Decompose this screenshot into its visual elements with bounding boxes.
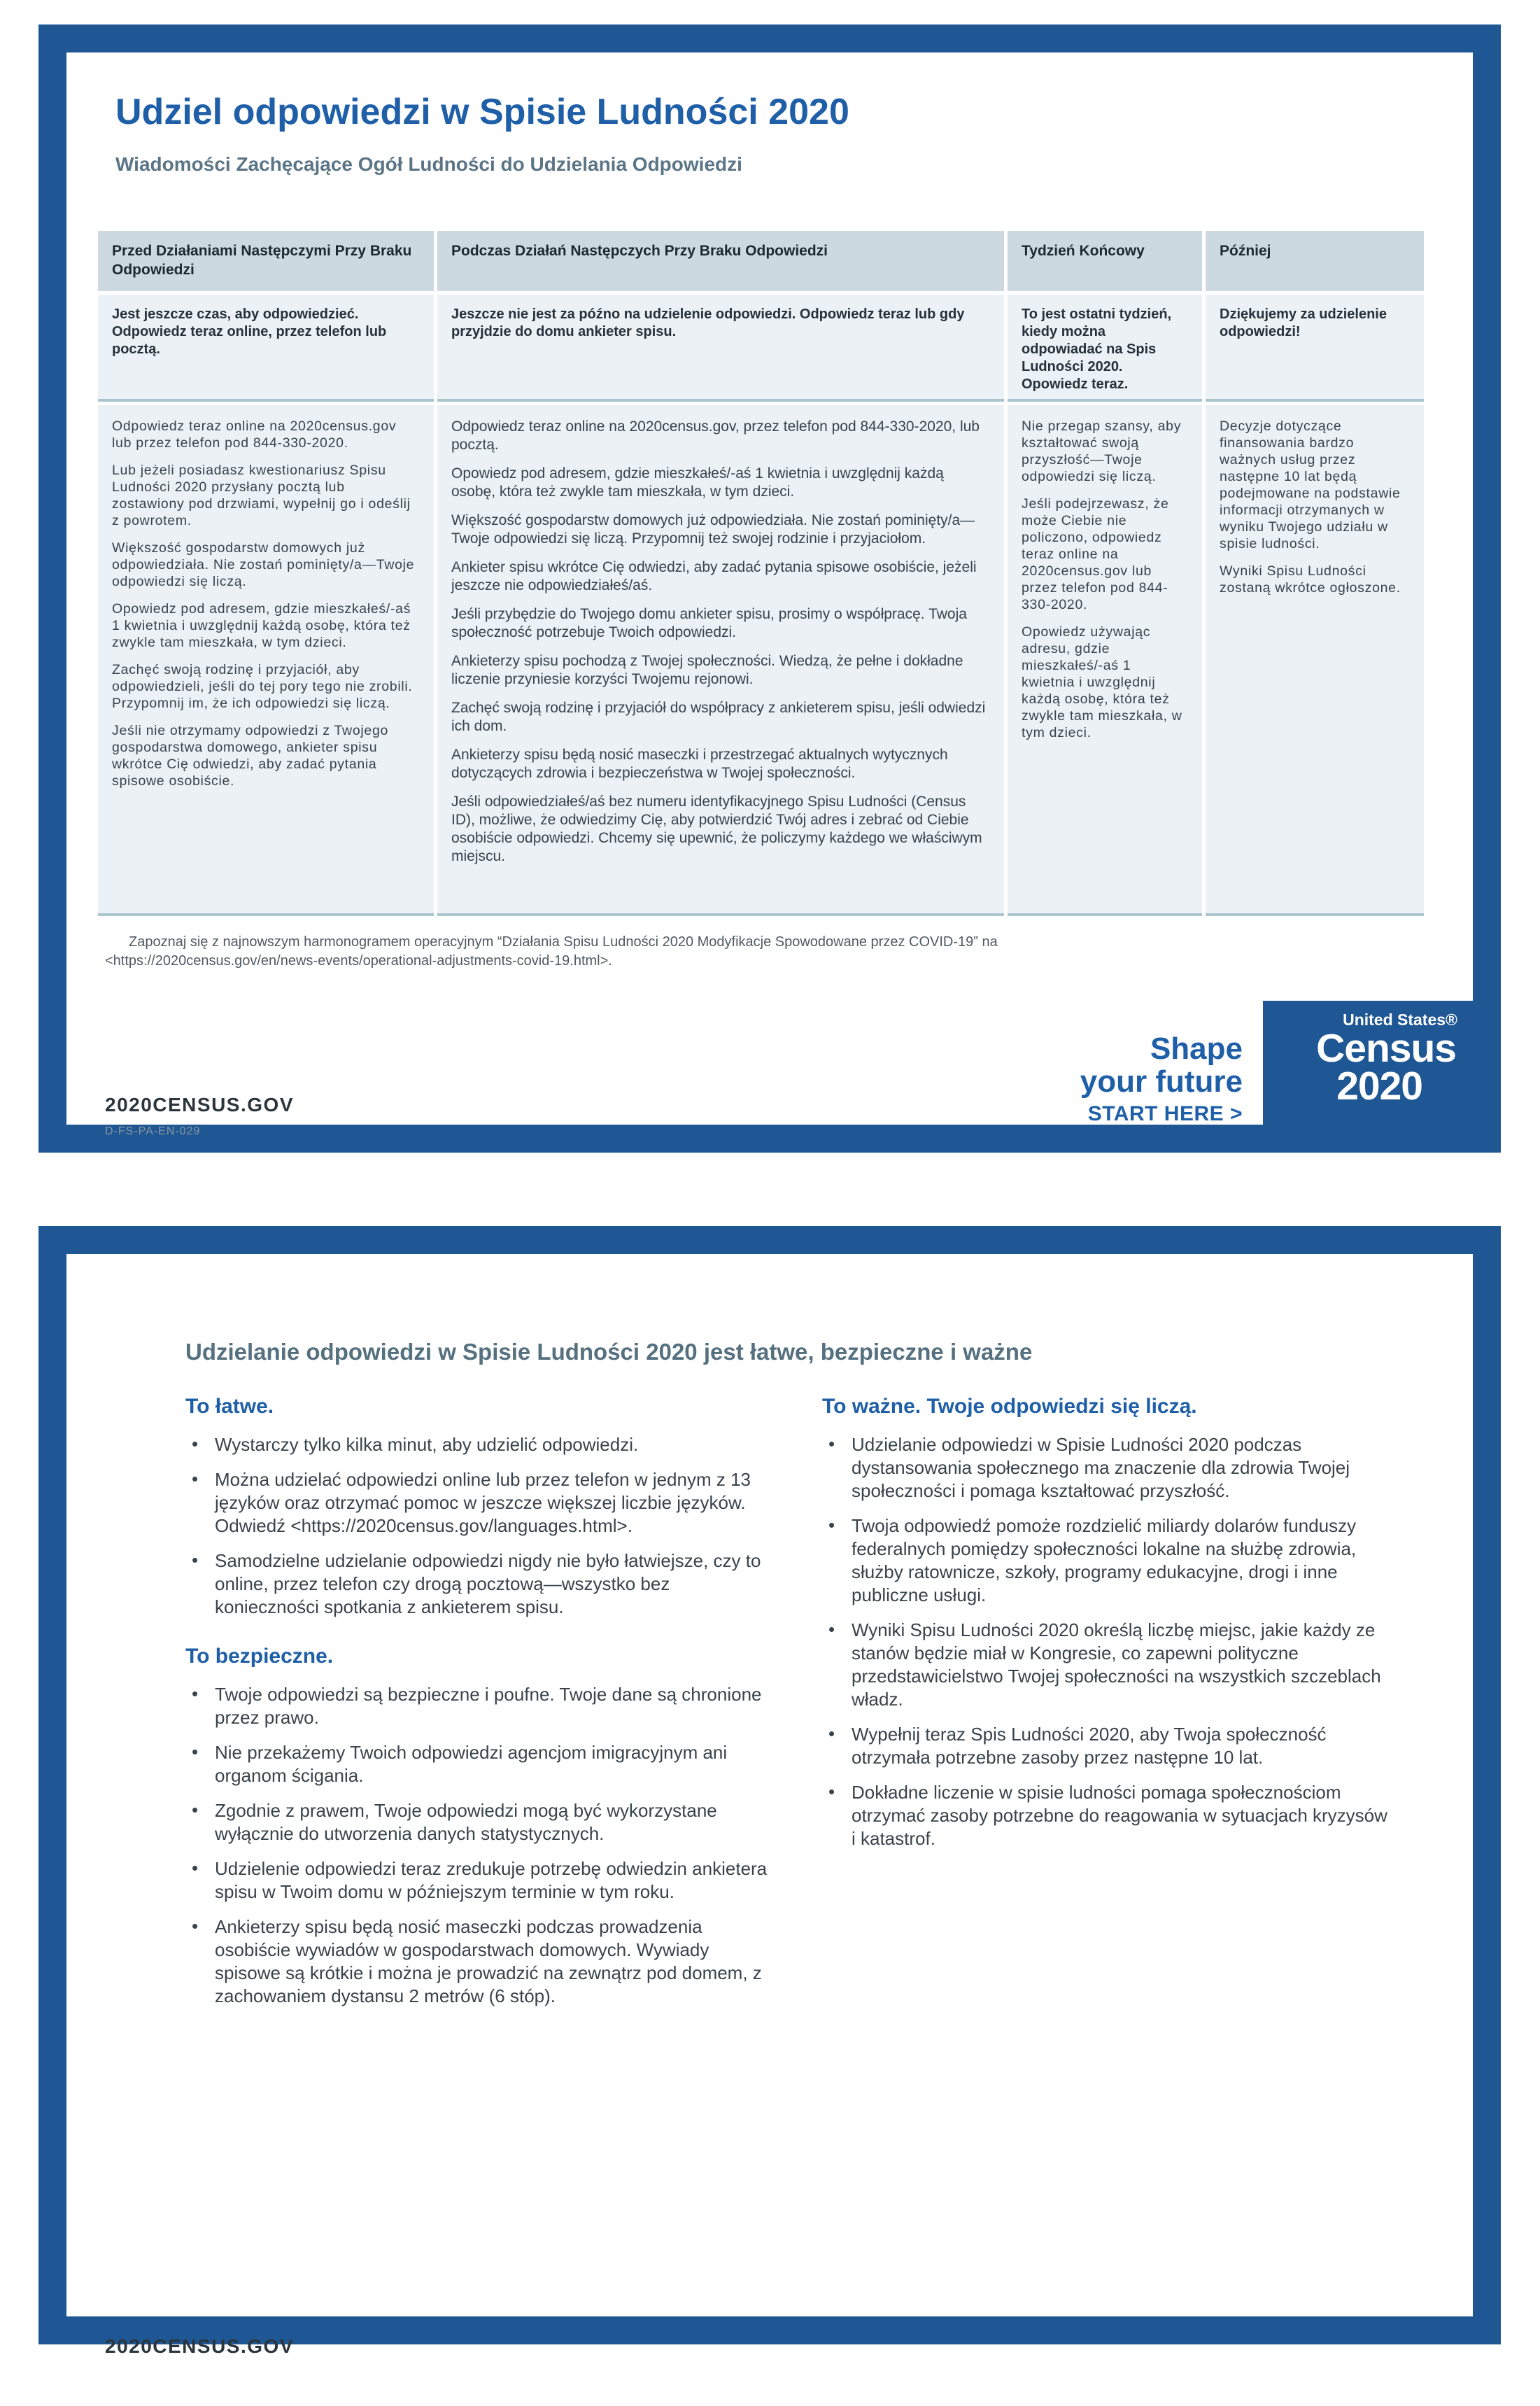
page-2-content xyxy=(66,1338,1473,2400)
census-website-url: 2020CENSUS.GOV xyxy=(105,1094,294,1116)
logo-united-states-label: United States® xyxy=(1343,1011,1457,1029)
page-subtitle: Wiadomości Zachęcające Ogół Ludności do Udzielania Odpowiedzi xyxy=(115,153,742,175)
document-code: D-FS-PA-EN-029 xyxy=(105,1125,201,1137)
detail-paragraph: Opowiedz pod adresem, gdzie mieszkałeś/-aś 1 kwietnia i uwzględnij każdą osobę, która też zwykle tam mieszkała, w tym dzieci. xyxy=(451,465,944,500)
detail-paragraph: Opowiedz pod adresem, gdzie mieszkałeś/-aś 1 kwietnia i uwzględnij każdą osobę, która też zwykle tam mieszkała, w tym dzieci. xyxy=(112,601,411,650)
detail-paragraph: Ankieterzy spisu pochodzą z Twojej społeczności. Wiedzą, że pełne i dokładne liczenie przyniesie korzyści Twojemu rejonowi. xyxy=(451,653,963,687)
detail-paragraph: Jeśli odpowiedziałeś/aś bez numeru identyfikacyjnego Spisu Ludności (Census ID), możliwe, że odwiedzimy Cię, aby potwierdzić Twój adres i zebrać od Ciebie osobiście odpowiedzi. Chcemy się upewnić, że policzymy każdego we właściwym miejscu. xyxy=(451,794,982,864)
tagline-line: your future xyxy=(1080,1064,1243,1099)
covid-schedule-footnote: Zapoznaj się z najnowszym harmonogramem operacyjnym “Działania Spisu Ludności 2020 Modyfikacje Spowodowane przez COVID-19” na <https://2020census.gov/en/news-events/operational-adjustments-covid-19.html>. xyxy=(105,934,998,969)
list-item: • Udzielanie odpowiedzi w Spisie Ludności 2020 podczas dystansowania społecznego ma znaczenie dla zdrowia Twojej społeczności i pomaga kształtować przyszłość. xyxy=(822,1433,1392,1503)
list-item: • Twoje odpowiedzi są bezpieczne i poufne. Twoje dane są chronione przez prawo. xyxy=(185,1683,777,1729)
safe-bullet-list xyxy=(185,1683,777,2008)
right-column xyxy=(822,1394,1392,2020)
list-item: • Ankieterzy spisu będą nosić maseczki podczas prowadzenia osobiście wywiadów w gospodarstwach domowych. Wywiady spisowe są krótkie i można je prowadzić na zewnątrz pod domem, z zachowaniem dystansu 2 metrów (6 stóp). xyxy=(185,1915,777,2008)
list-item: • Twoja odpowiedź pomoże rozdzielić miliardy dolarów funduszy federalnych pomiędzy społeczności lokalne na służbę zdrowia, służby ratownicze, szkoły, programy edukacyjne, drogi i inne publiczne usługi. xyxy=(822,1514,1392,1607)
logo-2020-label: 2020 xyxy=(1336,1064,1422,1109)
table-message-cell: Jest jeszcze czas, aby odpowiedzieć. Odpowiedz teraz online, przez telefon lub pocztą. xyxy=(98,295,434,402)
census-website-url: 2020CENSUS.GOV xyxy=(105,2335,294,2357)
detail-paragraph: Opowiedz używając adresu, gdzie mieszkałeś/-aś 1 kwietnia i uwzględnij każdą osobę, która też zwykle tam mieszkała, w tym dzieci. xyxy=(1022,624,1182,740)
flyer-page-2 xyxy=(38,1226,1501,2357)
page-1-content xyxy=(66,91,1473,1163)
left-column xyxy=(185,1394,777,2020)
detail-paragraph: Nie przegap szansy, aby kształtować swoją przyszłość—Twoje odpowiedzi się liczą. xyxy=(1022,418,1182,484)
table-header-during-nrfu: Podczas Działań Następczych Przy Braku Odpowiedzi xyxy=(437,231,1004,291)
section-title-important: To ważne. Twoje odpowiedzi się liczą. xyxy=(822,1395,1197,1418)
detail-paragraph: Większość gospodarstw domowych już odpowiedziała. Nie zostań pominięty/a—Twoje odpowiedzi się liczą. xyxy=(112,540,415,589)
detail-paragraph: Ankieterzy spisu będą nosić maseczki i przestrzegać aktualnych wytycznych dotyczących zdrowia i bezpieczeństwa w Twojej społeczności. xyxy=(451,747,948,781)
table-message-cell: To jest ostatni tydzień, kiedy można odpowiadać na Spis Ludności 2020. Opowiedz teraz. xyxy=(1008,295,1202,402)
list-item: • Nie przekażemy Twoich odpowiedzi agencjom imigracyjnym ani organom ścigania. xyxy=(185,1741,777,1787)
shape-your-future-tagline xyxy=(1080,1032,1243,1126)
list-item: • Samodzielne udzielanie odpowiedzi nigdy nie było łatwiejsze, czy to online, przez telefon czy drogą pocztową—wszystko bez konieczności spotkania z ankieterem spisu. xyxy=(185,1549,777,1619)
logo-census-label: Census xyxy=(1316,1026,1456,1071)
detail-paragraph: Ankieter spisu wkrótce Cię odwiedzi, aby zadać pytania spisowe osobiście, jeżeli jeszcze nie odpowiedziałeś/aś. xyxy=(451,559,977,593)
easy-bullet-list xyxy=(185,1433,777,1619)
detail-paragraph: Jeśli przybędzie do Twojego domu ankieter spisu, prosimy o współpracę. Twoja społeczność potrzebuje Twoich odpowiedzi. xyxy=(451,606,967,640)
table-detail-cell xyxy=(1008,405,1202,916)
list-item: • Dokładne liczenie w spisie ludności pomaga społecznościom otrzymać zasoby potrzebne do reagowania w sytuacjach kryzysów i katastrof. xyxy=(822,1781,1392,1850)
important-bullet-list xyxy=(822,1433,1392,1850)
list-item: • Zgodnie z prawem, Twoje odpowiedzi mogą być wykorzystane wyłącznie do utworzenia danych statystycznych. xyxy=(185,1799,777,1845)
detail-paragraph: Większość gospodarstw domowych już odpowiedziała. Nie zostań pominięty/a—Twoje odpowiedzi się liczą. Przypomnij też swojej rodzinie i przyjaciołom. xyxy=(451,512,975,547)
list-item: • Można udzielać odpowiedzi online lub przez telefon w jednym z 13 języków oraz otrzymać pomoc w jeszcze większej liczbie języków. Odwiedź <https://2020census.gov/languages.html>. xyxy=(185,1468,777,1538)
detail-paragraph: Odpowiedz teraz online na 2020census.gov, przez telefon pod 844-330-2020, lub pocztą. xyxy=(451,418,980,453)
message-table xyxy=(98,231,1424,916)
table-detail-cell xyxy=(437,405,1004,916)
page-title: Udziel odpowiedzi w Spisie Ludności 2020 xyxy=(115,92,849,132)
detail-paragraph: Zachęć swoją rodzinę i przyjaciół do współpracy z ankieterem spisu, jeśli odwiedzi ich dom. xyxy=(451,700,986,734)
table-message-cell: Jeszcze nie jest za późno na udzielenie odpowiedzi. Odpowiedz teraz lub gdy przyjdzie do domu ankieter spisu. xyxy=(437,295,1004,402)
table-detail-cell xyxy=(98,405,434,916)
section-title-easy: To łatwe. xyxy=(185,1395,274,1418)
table-header-before-nrfu: Przed Działaniami Następczymi Przy Braku Odpowiedzi xyxy=(98,231,434,291)
detail-paragraph: Lub jeżeli posiadasz kwestionariusz Spisu Ludności 2020 przysłany pocztą lub zostawiony pod drzwiami, wypełnij go i odeślij z powrotem. xyxy=(112,463,411,528)
start-here-label: START HERE > xyxy=(1087,1102,1243,1125)
census-2020-logo xyxy=(1263,1001,1473,1130)
list-item: • Udzielenie odpowiedzi teraz zredukuje potrzebę odwiedzin ankietera spisu w Twoim domu w późniejszym terminie w tym roku. xyxy=(185,1857,777,1904)
flyer-page-1 xyxy=(38,24,1501,1153)
detail-paragraph: Odpowiedz teraz online na 2020census.gov lub przez telefon pod 844-330-2020. xyxy=(112,418,397,451)
tagline-line: Shape xyxy=(1150,1032,1243,1066)
list-item: • Wypełnij teraz Spis Ludności 2020, aby Twoja społeczność otrzymała potrzebne zasoby przez następne 10 lat. xyxy=(822,1723,1392,1769)
detail-paragraph: Wyniki Spisu Ludności zostaną wkrótce ogłoszone. xyxy=(1220,563,1401,596)
two-column-layout xyxy=(185,1394,1473,2020)
table-detail-cell xyxy=(1206,405,1424,916)
table-message-cell: Dziękujemy za udzielenie odpowiedzi! xyxy=(1206,295,1424,402)
detail-paragraph: Jeśli nie otrzymamy odpowiedzi z Twojego gospodarstwa domowego, ankieter spisu wkrótce Cię odwiedzi, aby zadać pytania spisowe osobiście. xyxy=(112,723,389,789)
section-title-safe: To bezpieczne. xyxy=(185,1645,334,1668)
detail-paragraph: Decyzje dotyczące finansowania bardzo ważnych usług przez następne 10 lat będą podejmowane na podstawie informacji otrzymanych w wyniku Twojego udziału w spisie ludności. xyxy=(1220,418,1401,551)
table-header-later: Później xyxy=(1206,231,1424,291)
detail-paragraph: Zachęć swoją rodzinę i przyjaciół, aby odpowiedzieli, jeśli do tej pory tego nie zrobili. Przypomnij im, że ich odpowiedzi się liczą. xyxy=(112,662,413,711)
detail-paragraph: Jeśli podejrzewasz, że może Ciebie nie policzono, odpowiedz teraz online na 2020census.gov lub przez telefon pod 844-330-2020. xyxy=(1022,496,1169,612)
page-2-heading: Udzielanie odpowiedzi w Spisie Ludności 2020 jest łatwe, bezpieczne i ważne xyxy=(185,1339,1033,1365)
table-header-final-week: Tydzień Końcowy xyxy=(1008,231,1202,291)
list-item: • Wyniki Spisu Ludności 2020 określą liczbę miejsc, jakie każdy ze stanów będzie miał w Kongresie, co zapewni polityczne przedstawicielstwo Twojej społeczności na wszystkich szczeblach władz. xyxy=(822,1619,1392,1711)
list-item: • Wystarczy tylko kilka minut, aby udzielić odpowiedzi. xyxy=(185,1433,777,1456)
